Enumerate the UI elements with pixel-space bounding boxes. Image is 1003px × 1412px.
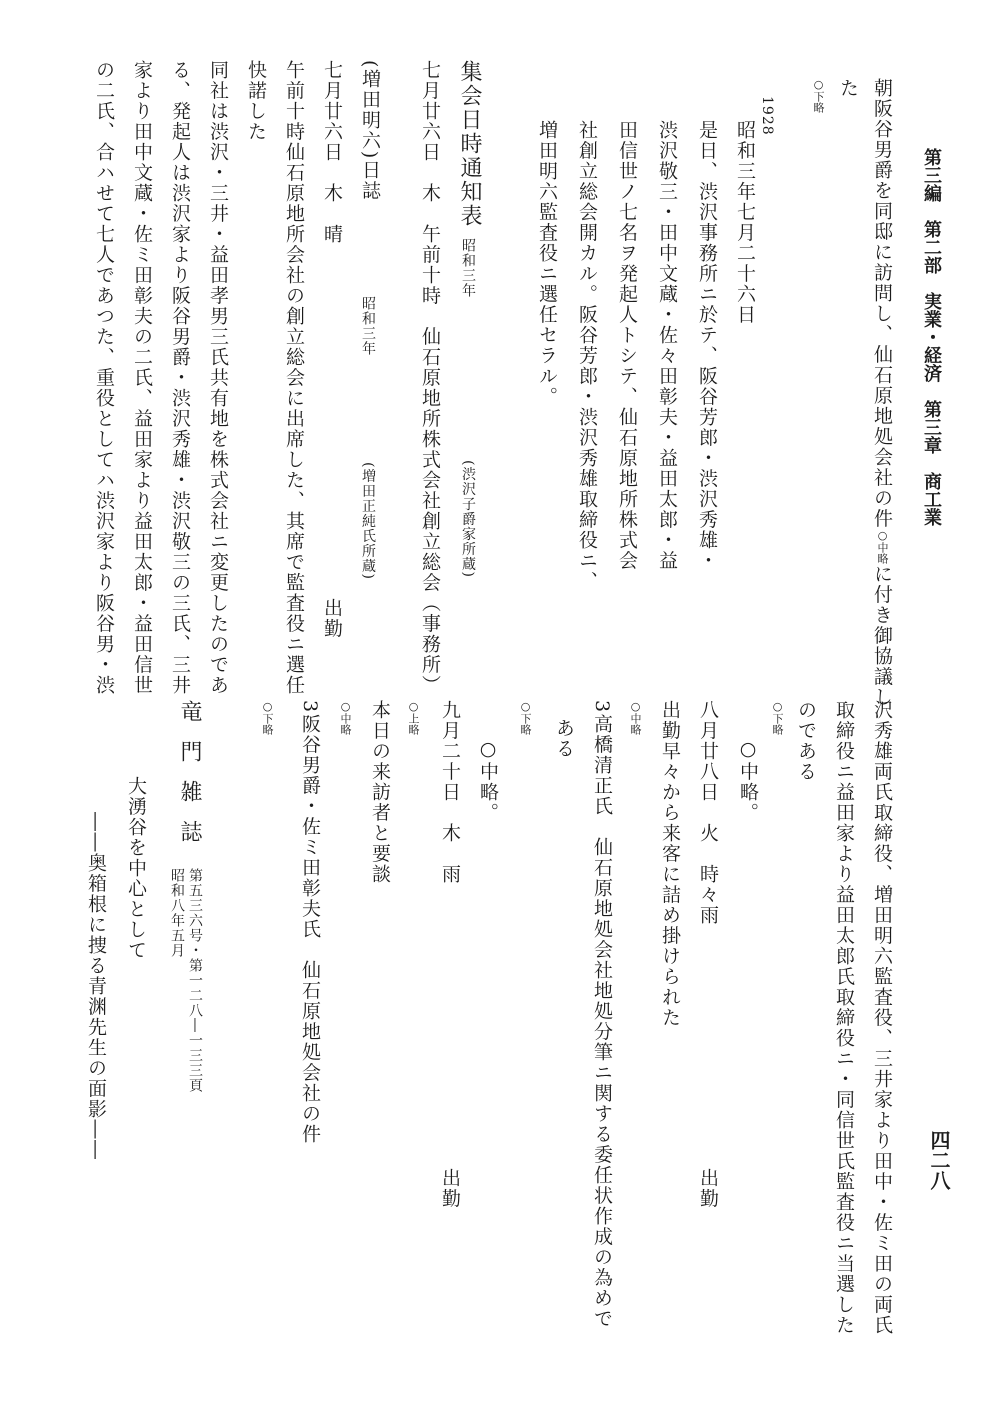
text-line: 田信世ノ七名ヲ発起人トシテ、仙石原地所株式会 (616, 120, 638, 571)
omission-mark: ○中略 (339, 700, 352, 735)
source-date: 昭和八年五月 (169, 868, 185, 958)
text-line: 七月廿六日 木 午前十時 仙石原地所株式会社創立総会（事務所） (419, 60, 441, 696)
omission-mark: ○中略 (876, 529, 889, 564)
date-heading: 昭和三年七月二十六日 (734, 120, 756, 325)
text-line: る、発起人は渋沢家より阪谷男爵・渋沢秀雄・渋沢敬三の三氏、三井 (169, 60, 191, 696)
text-line: ある (553, 718, 575, 759)
text-line: 本日の来訪者と要談 (369, 700, 391, 885)
text-line: 八月廿八日 火 時々雨 (697, 700, 719, 926)
source-title: (増田明六)日誌 (359, 60, 381, 201)
text-line: 家より田中文蔵・佐ミ田彰夫の二氏、益田家より益田太郎・益田信世 (131, 60, 153, 696)
article-subtitle: ――奥箱根に捜る青渊先生の面影―― (85, 812, 107, 1161)
year-label: 1928 (759, 96, 775, 136)
line-text: 朝阪谷男爵を同邸に訪問し、仙石原地処会社の件 (871, 78, 893, 529)
omission-mark: ○上略 (407, 700, 420, 735)
omission-mark: ○下略 (519, 700, 532, 735)
text-line: 3高橋清正氏 仙石原地処会社地処分筆ニ関する委任状作成の為めで (591, 700, 613, 1329)
omission-mark: ○下略 (812, 78, 825, 113)
article-title: 大湧谷を中心として (125, 776, 147, 961)
line-text: に付き御協議し (871, 564, 893, 708)
omission-mark: ○下略 (771, 700, 784, 735)
text-line: のである (795, 700, 817, 782)
omission-mark: ○中略。 (737, 738, 759, 823)
source-holder: (増田正純氏所蔵) (360, 462, 376, 580)
text-line: 社創立総会開カル。阪谷芳郎・渋沢秀雄取締役ニ、 (576, 120, 598, 592)
source-holder: (渋沢子爵家所蔵) (460, 460, 476, 578)
source-year: 昭和三年 (460, 238, 476, 298)
text-line: 出勤 (697, 1168, 719, 1209)
text-line: 3阪谷男爵・佐ミ田彰夫氏 仙石原地処会社の件 (299, 700, 321, 1145)
text-line (872, 78, 891, 708)
text-line: 渋沢敬三・田中文蔵・佐々田彰夫・益田太郎・益 (656, 120, 678, 571)
text-line: 快諾した (245, 60, 267, 142)
source-title: 竜門雑誌 (177, 700, 202, 860)
omission-mark: ○中略。 (477, 738, 499, 823)
text-line: 出勤 (321, 598, 343, 639)
text-line: 是日、渋沢事務所ニ於テ、阪谷芳郎・渋沢秀雄・ (696, 120, 718, 571)
text-line: 取締役ニ益田家より益田太郎氏取締役ニ・同信世氏監査役ニ当選した (833, 700, 855, 1336)
text-line: の二氏、合ハせて七人であつた、重役としてハ渋沢家より阪谷男・渋 (93, 60, 115, 696)
omission-mark: ○下略 (261, 700, 274, 735)
running-header: 第三編 第二部 実業・経済 第三章 商工業 (921, 148, 942, 526)
page-number: 四二八 (927, 1130, 951, 1190)
text-line: 増田明六監査役ニ選任セラル。 (536, 120, 558, 407)
text-line: 同社は渋沢・三井・益田孝男三氏共有地を株式会社ニ変更したのであ (207, 60, 229, 696)
text-line: 九月二十日 木 雨 (439, 700, 461, 885)
text-line: 沢秀雄両氏取締役、増田明六監査役、三井家より田中・佐ミ田の両氏 (871, 700, 893, 1336)
text-line: 七月廿六日 木 晴 (321, 60, 343, 245)
source-year: 昭和三年 (360, 296, 376, 356)
text-line: 出勤 (439, 1168, 461, 1209)
text-line: 出勤早々から来客に詰め掛けられた (659, 700, 681, 1028)
source-info: 第五三六号・第一二八―一三三頁 (187, 868, 203, 1093)
omission-mark: ○中略 (629, 700, 642, 735)
source-title: 集会日時通知表 (457, 60, 482, 228)
text-line: 午前十時仙石原地所会社の創立総会に出席した、其席で監査役ニ選任 (283, 60, 305, 696)
text-line: た (837, 78, 859, 99)
